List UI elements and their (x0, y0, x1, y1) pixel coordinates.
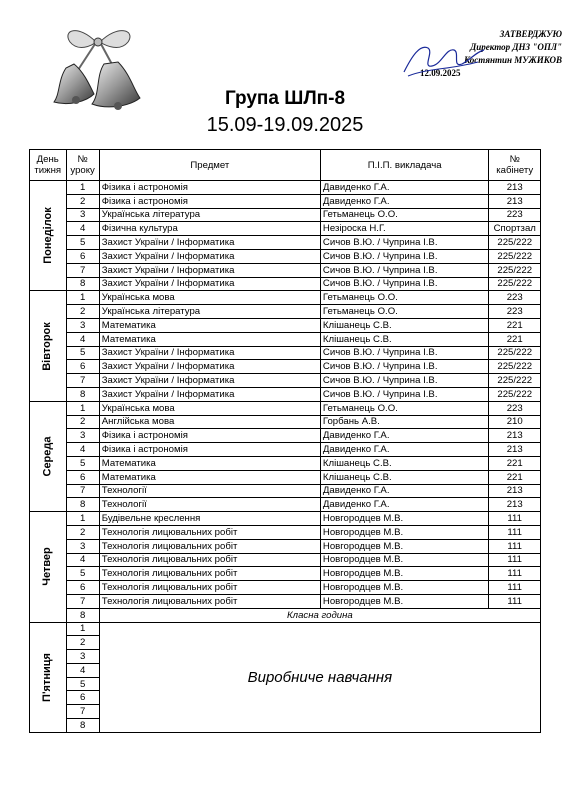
lesson-number: 3 (66, 208, 99, 222)
room-cell: 111 (489, 539, 541, 553)
lesson-row (30, 443, 541, 457)
lesson-number: 3 (66, 539, 99, 553)
lesson-number: 7 (66, 374, 99, 388)
schedule-table (29, 149, 541, 733)
subject-cell: Технологія лицювальних робіт (99, 594, 320, 608)
teacher-cell: Гетьманець О.О. (320, 305, 489, 319)
lesson-number: 4 (66, 222, 99, 236)
header-teacher: П.І.П. викладача (320, 150, 489, 181)
day-name-cell (30, 512, 67, 622)
lesson-row (30, 263, 541, 277)
lesson-number: 2 (66, 305, 99, 319)
lesson-row (30, 553, 541, 567)
teacher-cell: Давиденко Г.А. (320, 443, 489, 457)
room-cell: 213 (489, 484, 541, 498)
subject-cell: Українська мова (99, 401, 320, 415)
subject-cell: Технологія лицювальних робіт (99, 553, 320, 567)
room-cell: 111 (489, 525, 541, 539)
teacher-cell: Новгородцев М.В. (320, 594, 489, 608)
lesson-row (30, 429, 541, 443)
subject-cell: Технологія лицювальних робіт (99, 581, 320, 595)
room-cell: 223 (489, 401, 541, 415)
lesson-row (30, 277, 541, 291)
lesson-number: 7 (66, 484, 99, 498)
lesson-row (30, 318, 541, 332)
room-cell: 213 (489, 194, 541, 208)
teacher-cell: Клішанець С.В. (320, 332, 489, 346)
lesson-row (30, 222, 541, 236)
lesson-row (30, 512, 541, 526)
teacher-cell: Новгородцев М.В. (320, 581, 489, 595)
subject-cell: Фізика і астрономія (99, 429, 320, 443)
lesson-number: 2 (66, 636, 99, 650)
teacher-cell: Новгородцев М.В. (320, 567, 489, 581)
lesson-number: 1 (66, 512, 99, 526)
room-cell: 111 (489, 581, 541, 595)
lesson-row (30, 346, 541, 360)
day-name: Вівторок (41, 321, 54, 371)
header-row (30, 150, 541, 181)
subject-cell: Фізика і астрономія (99, 443, 320, 457)
lesson-row (30, 387, 541, 401)
teacher-cell: Давиденко Г.А. (320, 484, 489, 498)
lesson-number: 8 (66, 277, 99, 291)
header-lesson: № уроку (66, 150, 99, 181)
lesson-number: 4 (66, 663, 99, 677)
lesson-number: 1 (66, 622, 99, 636)
subject-cell: Захист України / Інформатика (99, 387, 320, 401)
room-cell: 225/222 (489, 387, 541, 401)
lesson-number: 5 (66, 456, 99, 470)
room-cell: 111 (489, 594, 541, 608)
lesson-row (30, 332, 541, 346)
subject-cell: Українська література (99, 305, 320, 319)
lesson-number: 4 (66, 553, 99, 567)
lesson-number: 7 (66, 705, 99, 719)
teacher-cell: Клішанець С.В. (320, 456, 489, 470)
teacher-cell: Давиденко Г.А. (320, 429, 489, 443)
lesson-number: 3 (66, 650, 99, 664)
header-day: День тижня (30, 150, 67, 181)
teacher-cell: Сичов В.Ю. / Чуприна І.В. (320, 277, 489, 291)
lesson-row (30, 594, 541, 608)
day-name: Четвер (41, 547, 54, 587)
week-dates: 15.09-19.09.2025 (206, 114, 364, 136)
teacher-cell: Сичов В.Ю. / Чуприна І.В. (320, 360, 489, 374)
subject-cell: Математика (99, 318, 320, 332)
subject-cell: Українська мова (99, 291, 320, 305)
subject-cell: Математика (99, 456, 320, 470)
teacher-cell: Гетьманець О.О. (320, 291, 489, 305)
lesson-number: 8 (66, 719, 99, 733)
teacher-cell: Гетьманець О.О. (320, 208, 489, 222)
day-name: Понеділок (41, 207, 54, 264)
lesson-number: 1 (66, 401, 99, 415)
lesson-row (30, 622, 541, 636)
subject-cell: Захист України / Інформатика (99, 346, 320, 360)
lesson-row (30, 236, 541, 250)
room-cell: Спортзал (489, 222, 541, 236)
subject-cell: Фізика і астрономія (99, 194, 320, 208)
subject-cell: Українська література (99, 208, 320, 222)
lesson-row (30, 581, 541, 595)
header-subject: Предмет (99, 150, 320, 181)
teacher-cell: Новгородцев М.В. (320, 525, 489, 539)
room-cell: 223 (489, 305, 541, 319)
header-room: № кабінету (489, 150, 541, 181)
lesson-number: 1 (66, 181, 99, 195)
teacher-cell: Сичов В.Ю. / Чуприна І.В. (320, 263, 489, 277)
approval-date: 12.09.2025 (420, 68, 461, 78)
teacher-cell: Клішанець С.В. (320, 318, 489, 332)
lesson-row (30, 415, 541, 429)
room-cell: 221 (489, 318, 541, 332)
lesson-number: 2 (66, 525, 99, 539)
lesson-row (30, 470, 541, 484)
lesson-number: 6 (66, 470, 99, 484)
room-cell: 111 (489, 567, 541, 581)
lesson-row (30, 498, 541, 512)
lesson-row (30, 456, 541, 470)
subject-cell: Технологія лицювальних робіт (99, 525, 320, 539)
room-cell: 213 (489, 498, 541, 512)
lesson-number: 5 (66, 236, 99, 250)
subject-cell: Захист України / Інформатика (99, 277, 320, 291)
lesson-number: 8 (66, 387, 99, 401)
room-cell: 221 (489, 456, 541, 470)
room-cell: 111 (489, 512, 541, 526)
lesson-number: 6 (66, 249, 99, 263)
room-cell: 225/222 (489, 236, 541, 250)
lesson-number: 2 (66, 194, 99, 208)
subject-cell: Математика (99, 332, 320, 346)
lesson-number: 4 (66, 332, 99, 346)
lesson-number: 7 (66, 594, 99, 608)
day-name-cell (30, 181, 67, 291)
subject-cell: Фізика і астрономія (99, 181, 320, 195)
lesson-number: 2 (66, 415, 99, 429)
room-cell: 213 (489, 443, 541, 457)
lesson-row (30, 608, 541, 622)
teacher-cell: Новгородцев М.В. (320, 512, 489, 526)
subject-cell: Технологія лицювальних робіт (99, 539, 320, 553)
lesson-number: 6 (66, 360, 99, 374)
day-name: П'ятниця (41, 652, 54, 702)
subject-cell: Технології (99, 484, 320, 498)
lesson-number: 6 (66, 581, 99, 595)
room-cell: 213 (489, 181, 541, 195)
teacher-cell: Давиденко Г.А. (320, 194, 489, 208)
teacher-cell: Новгородцев М.В. (320, 539, 489, 553)
class-hour-cell: Класна година (99, 608, 540, 622)
subject-cell: Захист України / Інформатика (99, 374, 320, 388)
lesson-row (30, 539, 541, 553)
room-cell: 221 (489, 332, 541, 346)
lesson-row (30, 249, 541, 263)
group-title: Група ШЛп-8 (224, 88, 346, 109)
subject-cell: Технології (99, 498, 320, 512)
lesson-row (30, 194, 541, 208)
lesson-number: 8 (66, 498, 99, 512)
lesson-number: 5 (66, 567, 99, 581)
subject-cell: Технологія лицювальних робіт (99, 567, 320, 581)
subject-cell: Захист України / Інформатика (99, 360, 320, 374)
lesson-number: 4 (66, 443, 99, 457)
lesson-row (30, 374, 541, 388)
lesson-number: 6 (66, 691, 99, 705)
teacher-cell: Новгородцев М.В. (320, 553, 489, 567)
approval-position: Директор ДНЗ "ОПЛ" (470, 42, 562, 52)
subject-cell: Математика (99, 470, 320, 484)
room-cell: 221 (489, 470, 541, 484)
room-cell: 213 (489, 429, 541, 443)
subject-cell: Захист України / Інформатика (99, 249, 320, 263)
room-cell: 225/222 (489, 374, 541, 388)
teacher-cell: Сичов В.Ю. / Чуприна І.В. (320, 374, 489, 388)
teacher-cell: Сичов В.Ю. / Чуприна І.В. (320, 236, 489, 250)
teacher-cell: Клішанець С.В. (320, 470, 489, 484)
lesson-row (30, 305, 541, 319)
room-cell: 223 (489, 291, 541, 305)
teacher-cell: Сичов В.Ю. / Чуприна І.В. (320, 249, 489, 263)
teacher-cell: Давиденко Г.А. (320, 181, 489, 195)
lesson-row (30, 401, 541, 415)
room-cell: 225/222 (489, 346, 541, 360)
lesson-number: 1 (66, 291, 99, 305)
signature (398, 38, 488, 80)
lesson-row (30, 360, 541, 374)
lesson-row (30, 525, 541, 539)
teacher-cell: Сичов В.Ю. / Чуприна І.В. (320, 346, 489, 360)
room-cell: 223 (489, 208, 541, 222)
subject-cell: Захист України / Інформатика (99, 236, 320, 250)
teacher-cell: Гетьманець О.О. (320, 401, 489, 415)
room-cell: 225/222 (489, 249, 541, 263)
lesson-number: 5 (66, 677, 99, 691)
teacher-cell: Горбань А.В. (320, 415, 489, 429)
lesson-number: 5 (66, 346, 99, 360)
teacher-cell: Незіроска Н.Г. (320, 222, 489, 236)
room-cell: 111 (489, 553, 541, 567)
day-name-cell (30, 401, 67, 511)
approval-director-name: Костянтин МУЖИКОВ (464, 55, 562, 65)
practical-training-cell: Виробниче навчання (99, 622, 540, 732)
day-name-cell (30, 622, 67, 732)
room-cell: 225/222 (489, 277, 541, 291)
teacher-cell: Сичов В.Ю. / Чуприна І.В. (320, 387, 489, 401)
teacher-cell: Давиденко Г.А. (320, 498, 489, 512)
subject-cell: Фізична культура (99, 222, 320, 236)
subject-cell: Захист України / Інформатика (99, 263, 320, 277)
lesson-number: 3 (66, 318, 99, 332)
day-name: Середа (41, 436, 54, 477)
lesson-number: 3 (66, 429, 99, 443)
lesson-number: 8 (66, 608, 99, 622)
lesson-row (30, 484, 541, 498)
approval-heading: ЗАТВЕРДЖУЮ (499, 29, 562, 39)
subject-cell: Будівельне креслення (99, 512, 320, 526)
subject-cell: Англійська мова (99, 415, 320, 429)
room-cell: 210 (489, 415, 541, 429)
lesson-row (30, 181, 541, 195)
lesson-number: 7 (66, 263, 99, 277)
room-cell: 225/222 (489, 263, 541, 277)
lesson-row (30, 291, 541, 305)
day-name-cell (30, 291, 67, 401)
lesson-row (30, 567, 541, 581)
lesson-row (30, 208, 541, 222)
room-cell: 225/222 (489, 360, 541, 374)
